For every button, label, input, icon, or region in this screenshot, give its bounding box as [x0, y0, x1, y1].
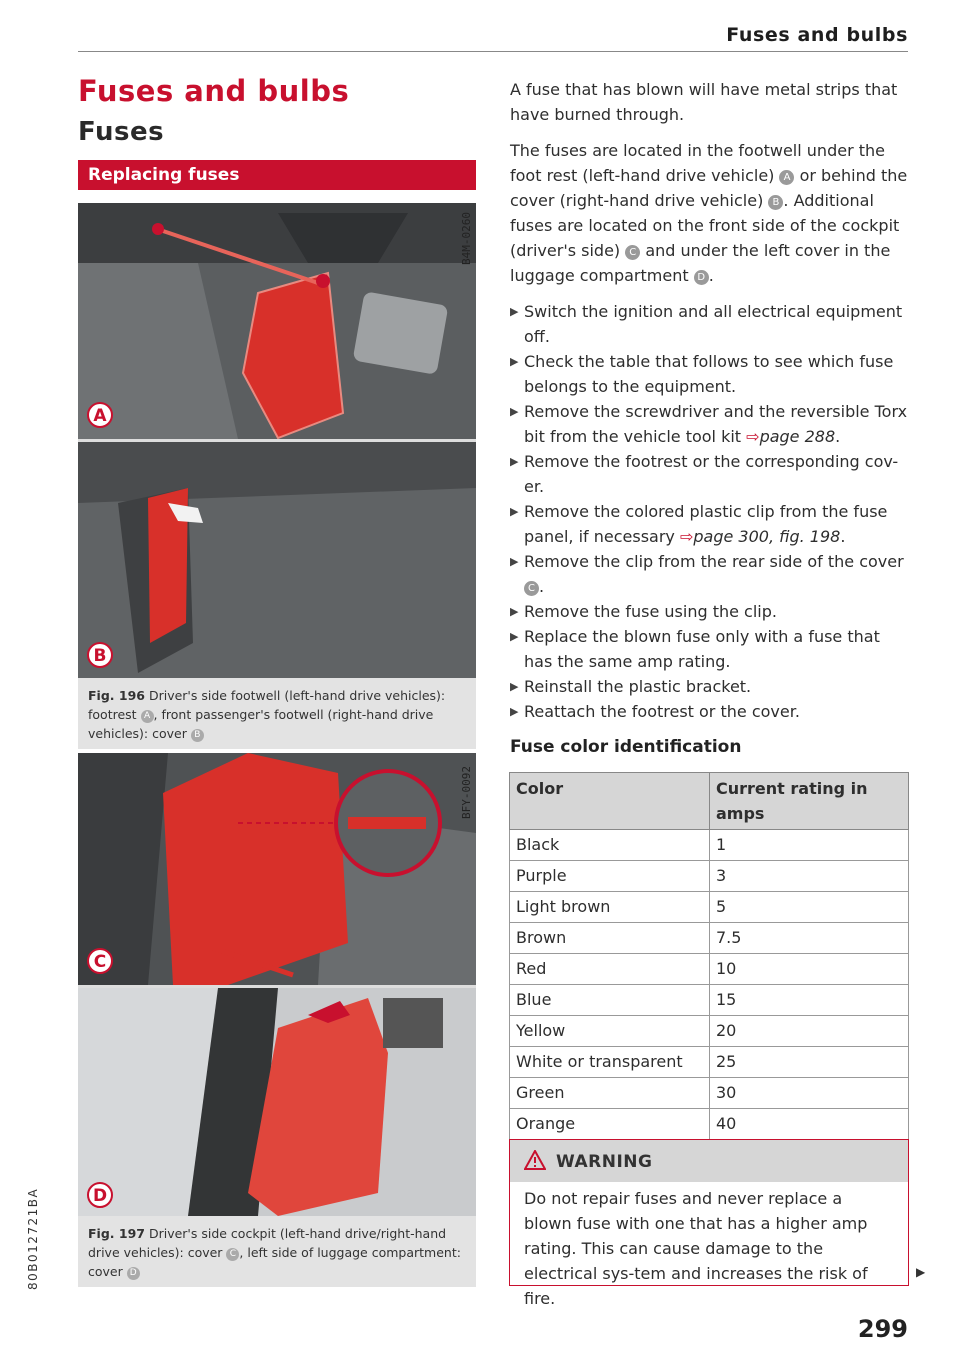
warning-box [509, 1139, 909, 1308]
step-text: Reattach the footrest or the cover. [524, 702, 800, 721]
figure-code: B4M-0260 [460, 212, 473, 265]
fuse-color-table [509, 772, 909, 1140]
color-cell: Blue [510, 985, 710, 1016]
bullet-triangle-icon: ▶ [510, 455, 519, 468]
step-text: Remove the colored plastic clip from the fuse panel, if necessary [524, 502, 888, 546]
figure-197 [78, 753, 476, 1287]
fig-label: B [93, 646, 107, 666]
color-cell: Orange [510, 1109, 710, 1140]
header-rule [78, 51, 908, 52]
table-row [510, 1047, 909, 1078]
rating-cell: 7.5 [710, 923, 909, 954]
bullet-triangle-icon: ▶ [510, 505, 519, 518]
step-text: Remove the footrest or the corresponding cov-er. [524, 452, 899, 496]
ref-marker: A [779, 170, 794, 185]
step-item [510, 699, 910, 724]
step-item [510, 349, 910, 399]
caption-number: Fig. 197 [88, 1226, 145, 1241]
warning-title: WARNING [556, 1152, 653, 1172]
table-row [510, 954, 909, 985]
figure-code: BFY-0092 [460, 766, 473, 819]
text-run: and under the left cover in the luggage compartment [510, 241, 891, 285]
intro-paragraph: A fuse that has blown will have metal strips that have burned through. [510, 80, 898, 124]
caption-text: Driver's side footwell (left-hand drive vehicles): footrest [88, 688, 446, 722]
step-item: ▶ Remove the colored plastic clip from the fuse panel, if necessary ⇨page 300, fig. 198. [510, 499, 910, 549]
fig-label: A [93, 406, 107, 426]
step-text: Replace the blown fuse only with a fuse that has the same amp rating. [524, 627, 880, 671]
ref-marker: C [524, 581, 539, 596]
rating-cell: 25 [710, 1047, 909, 1078]
ref-marker: C [226, 1248, 239, 1261]
bullet-triangle-icon: ▶ [510, 305, 519, 318]
figure-196-illustration [78, 203, 476, 678]
color-cell: Purple [510, 861, 710, 892]
table-title: Fuse color identification [510, 737, 742, 757]
step-text: Switch the ignition and all electrical equipment off. [524, 302, 903, 346]
body-text [510, 77, 910, 724]
rating-cell: 3 [710, 861, 909, 892]
arrow-right-icon: ⇨ [679, 527, 694, 546]
bullet-triangle-icon: ▶ [510, 605, 519, 618]
figure-196 [78, 203, 476, 749]
text-run: The fuses are located in the footwell under the foot rest (left-hand drive vehicle) [510, 141, 885, 185]
location-paragraph [510, 138, 910, 288]
rating-cell: 1 [710, 830, 909, 861]
figure-196-caption [78, 678, 476, 749]
step-item [510, 449, 910, 499]
color-cell: Light brown [510, 892, 710, 923]
column-header: Current rating in amps [710, 773, 909, 830]
warning-triangle-icon [524, 1150, 546, 1170]
caption-text: Driver's side cockpit (left-hand drive/right-hand drive vehicles): cover [88, 1226, 447, 1260]
procedure-steps [510, 299, 910, 724]
figure-197-caption [78, 1216, 476, 1287]
chapter-title: Fuses and bulbs [78, 74, 350, 108]
page-link[interactable] [680, 527, 840, 546]
continued-arrow-icon: ▶ [916, 1265, 926, 1279]
page-number: 299 [857, 1315, 908, 1343]
ref-marker: D [127, 1267, 140, 1280]
caption-text: , left side of luggage compartment: cover [88, 1245, 461, 1279]
warning-header [510, 1140, 908, 1182]
table-row [510, 1016, 909, 1047]
topic-banner: Replacing fuses [78, 160, 476, 190]
warning-text: Do not repair fuses and never replace a blown fuse with one that has a higher amp rating. This can cause damage to the electrical sys-tem and increases the risk of fire. [524, 1189, 868, 1308]
color-cell: Yellow [510, 1016, 710, 1047]
ref-marker: D [694, 270, 709, 285]
page-link[interactable] [746, 427, 835, 446]
step-item: ▶ Remove the clip from the rear side of the cover C . [510, 549, 910, 599]
page-link-text: page 288 [759, 427, 836, 446]
table-row [510, 1078, 909, 1109]
document-code: 80B012721BA [26, 1187, 40, 1290]
table-row [510, 892, 909, 923]
step-text: Reinstall the plastic bracket. [524, 677, 752, 696]
bullet-triangle-icon: ▶ [510, 405, 519, 418]
bullet-triangle-icon: ▶ [510, 630, 519, 643]
bullet-triangle-icon: ▶ [510, 680, 519, 693]
table-header-row [510, 773, 909, 830]
bullet-triangle-icon: ▶ [510, 355, 519, 368]
text-run: or behind the cover (right-hand drive vehicle) [510, 166, 908, 210]
ref-marker: A [141, 710, 154, 723]
section-title: Fuses [78, 117, 165, 147]
rating-cell: 15 [710, 985, 909, 1016]
ref-marker: B [191, 729, 204, 742]
step-item [510, 599, 910, 624]
fig-label: D [92, 1186, 108, 1206]
bullet-triangle-icon: ▶ [510, 555, 519, 568]
step-item: ▶ Remove the screwdriver and the reversible Torx bit from the vehicle tool kit ⇨page 288. [510, 399, 910, 449]
ref-marker: C [625, 245, 640, 260]
step-text: Remove the fuse using the clip. [524, 602, 777, 621]
color-cell: Black [510, 830, 710, 861]
step-text: Remove the screwdriver and the reversible Torx bit from the vehicle tool kit [524, 402, 908, 446]
color-cell: Red [510, 954, 710, 985]
rating-cell: 10 [710, 954, 909, 985]
text-run: . [708, 266, 714, 285]
cockpit-cover-highlight [163, 753, 348, 985]
table-row [510, 923, 909, 954]
step-item [510, 624, 910, 674]
step-item [510, 299, 910, 349]
column-header: Color [510, 773, 710, 830]
rating-cell: 20 [710, 1016, 909, 1047]
arrow-right-icon: ⇨ [746, 427, 760, 446]
table-row [510, 861, 909, 892]
rating-cell: 40 [710, 1109, 909, 1140]
rating-cell: 30 [710, 1078, 909, 1109]
ref-marker: B [768, 195, 783, 210]
step-text: Check the table that follows to see which fuse belongs to the equipment. [524, 352, 894, 396]
step-text: Remove the clip from the rear side of the cover [524, 552, 904, 571]
page-link-text: page 300, fig. 198 [693, 527, 841, 546]
caption-text: , front passenger's footwell (right-hand drive vehicles): cover [88, 707, 434, 741]
color-cell: Brown [510, 923, 710, 954]
running-header: Fuses and bulbs [726, 24, 908, 46]
figure-197-illustration [78, 753, 476, 1216]
step-item [510, 674, 910, 699]
table-row [510, 1109, 909, 1140]
rating-cell: 5 [710, 892, 909, 923]
table-row [510, 985, 909, 1016]
fig-label: C [93, 952, 107, 972]
caption-number: Fig. 196 [88, 688, 145, 703]
color-cell: Green [510, 1078, 710, 1109]
bullet-triangle-icon: ▶ [510, 705, 519, 718]
text-run: . Additional fuses are located on the front side of the cockpit (driver's side) [510, 191, 900, 260]
table-row [510, 830, 909, 861]
color-cell: White or transparent [510, 1047, 710, 1078]
